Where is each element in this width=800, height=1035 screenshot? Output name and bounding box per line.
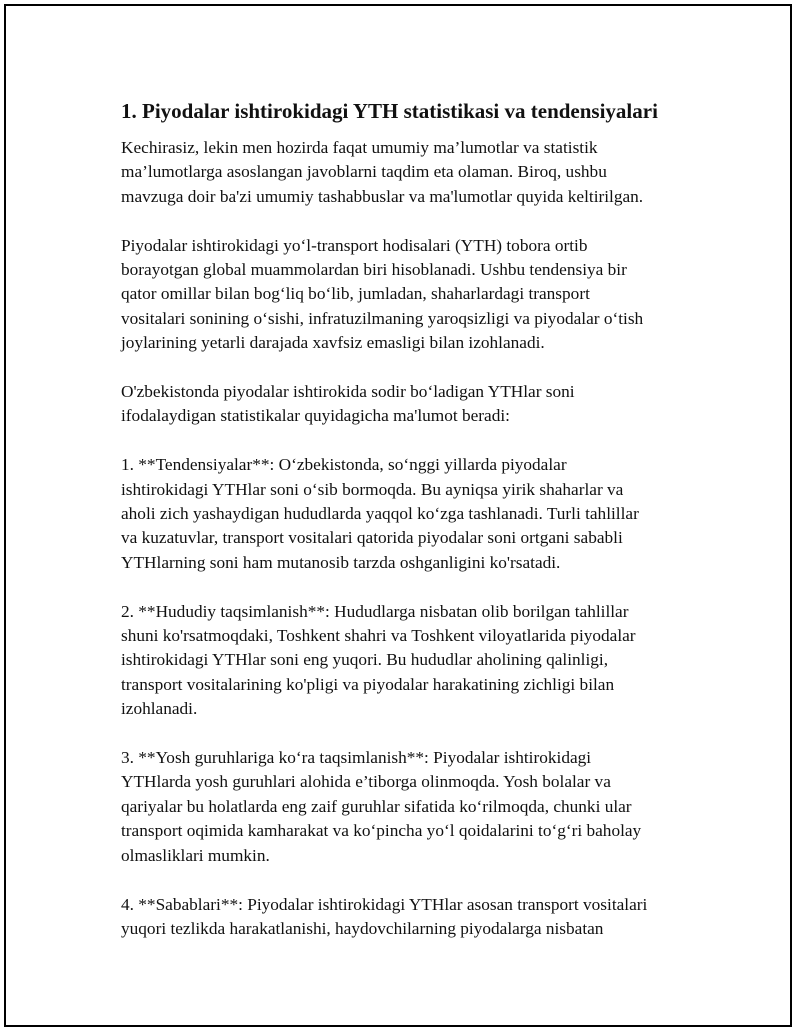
paragraph-intro: Kechirasiz, lekin men hozirda faqat umumiy ma’lumotlar va statistik ma’lumotlarga asoslangan javoblarni taqdim eta olaman. Biroq, ushbu mavzuga doir ba'zi umumiy tashabbuslar va ma'lumotlar quyida keltirilgan.	[121, 138, 644, 206]
paragraph-point-trends: 1. **Tendensiyalar**: O‘zbekistonda, so‘nggi yillarda piyodalar ishtirokidagi YTHlar soni o‘sib bormoqda. Bu ayniqsa yirik shaharlar va aholi zich yashaydigan hududlarda yaqqol ko‘zga tashlanadi. Turli tahlillar va kuzatuvlar, transport vositalari qatorida piyodalar soni ortgani sababli YTHlarning soni ham mutanosib tarzda oshganligini ko'rsatadi.	[121, 455, 639, 572]
paragraph-point-causes: 4. **Sabablari**: Piyodalar ishtirokidagi YTHlar asosan transport vositalari yuqori tezlikda harakatlanishi, haydovchilarning piyodalarga nisbatan	[121, 894, 648, 938]
paragraph-statistics-lead: O'zbekistonda piyodalar ishtirokida sodir bo‘ladigan YTHlar soni ifodalaydigan statistikalar quyidagicha ma'lumot beradi:	[121, 382, 575, 426]
document-title: 1. Piyodalar ishtirokidagi YTH statistikasi va tendensiyalari	[121, 99, 658, 123]
document-page	[4, 4, 792, 1027]
paragraph-point-age-groups: 3. **Yosh guruhlariga ko‘ra taqsimlanish**: Piyodalar ishtirokidagi YTHlarda yosh guruhlari alohida e’tiborga olinmoqda. Yosh bolalar va qariyalar bu holatlarda eng zaif guruhlar sifatida ko‘rilmoqda, chunki ular transport oqimida kamharakat va ko‘pincha yo‘l qoidalarini to‘g‘ri baholay olmasliklari mumkin.	[121, 748, 642, 865]
paragraph-point-regional: 2. **Hududiy taqsimlanish**: Hududlarga nisbatan olib borilgan tahlillar shuni ko'rsatmoqdaki, Toshkent shahri va Toshkent viloyatlarida piyodalar ishtirokidagi YTHlar soni eng yuqori. Bu hududlar aholining qalinligi, transport vositalarining ko'pligi va piyodalar harakatining zichligi bilan izohlanadi.	[121, 601, 636, 719]
paragraph-overview: Piyodalar ishtirokidagi yo‘l-transport hodisalari (YTH) tobora ortib borayotgan global muammolardan biri hisoblanadi. Ushbu tendensiya bir qator omillar bilan bog‘liq bo‘lib, jumladan, shaharlardagi transport vositalari sonining o‘sishi, infratuzilmaning yaroqsizligi va piyodalar o‘tish joylarining yetarli darajada xavfsiz emasligi bilan izohlanadi.	[121, 235, 644, 353]
document-body	[121, 98, 711, 966]
